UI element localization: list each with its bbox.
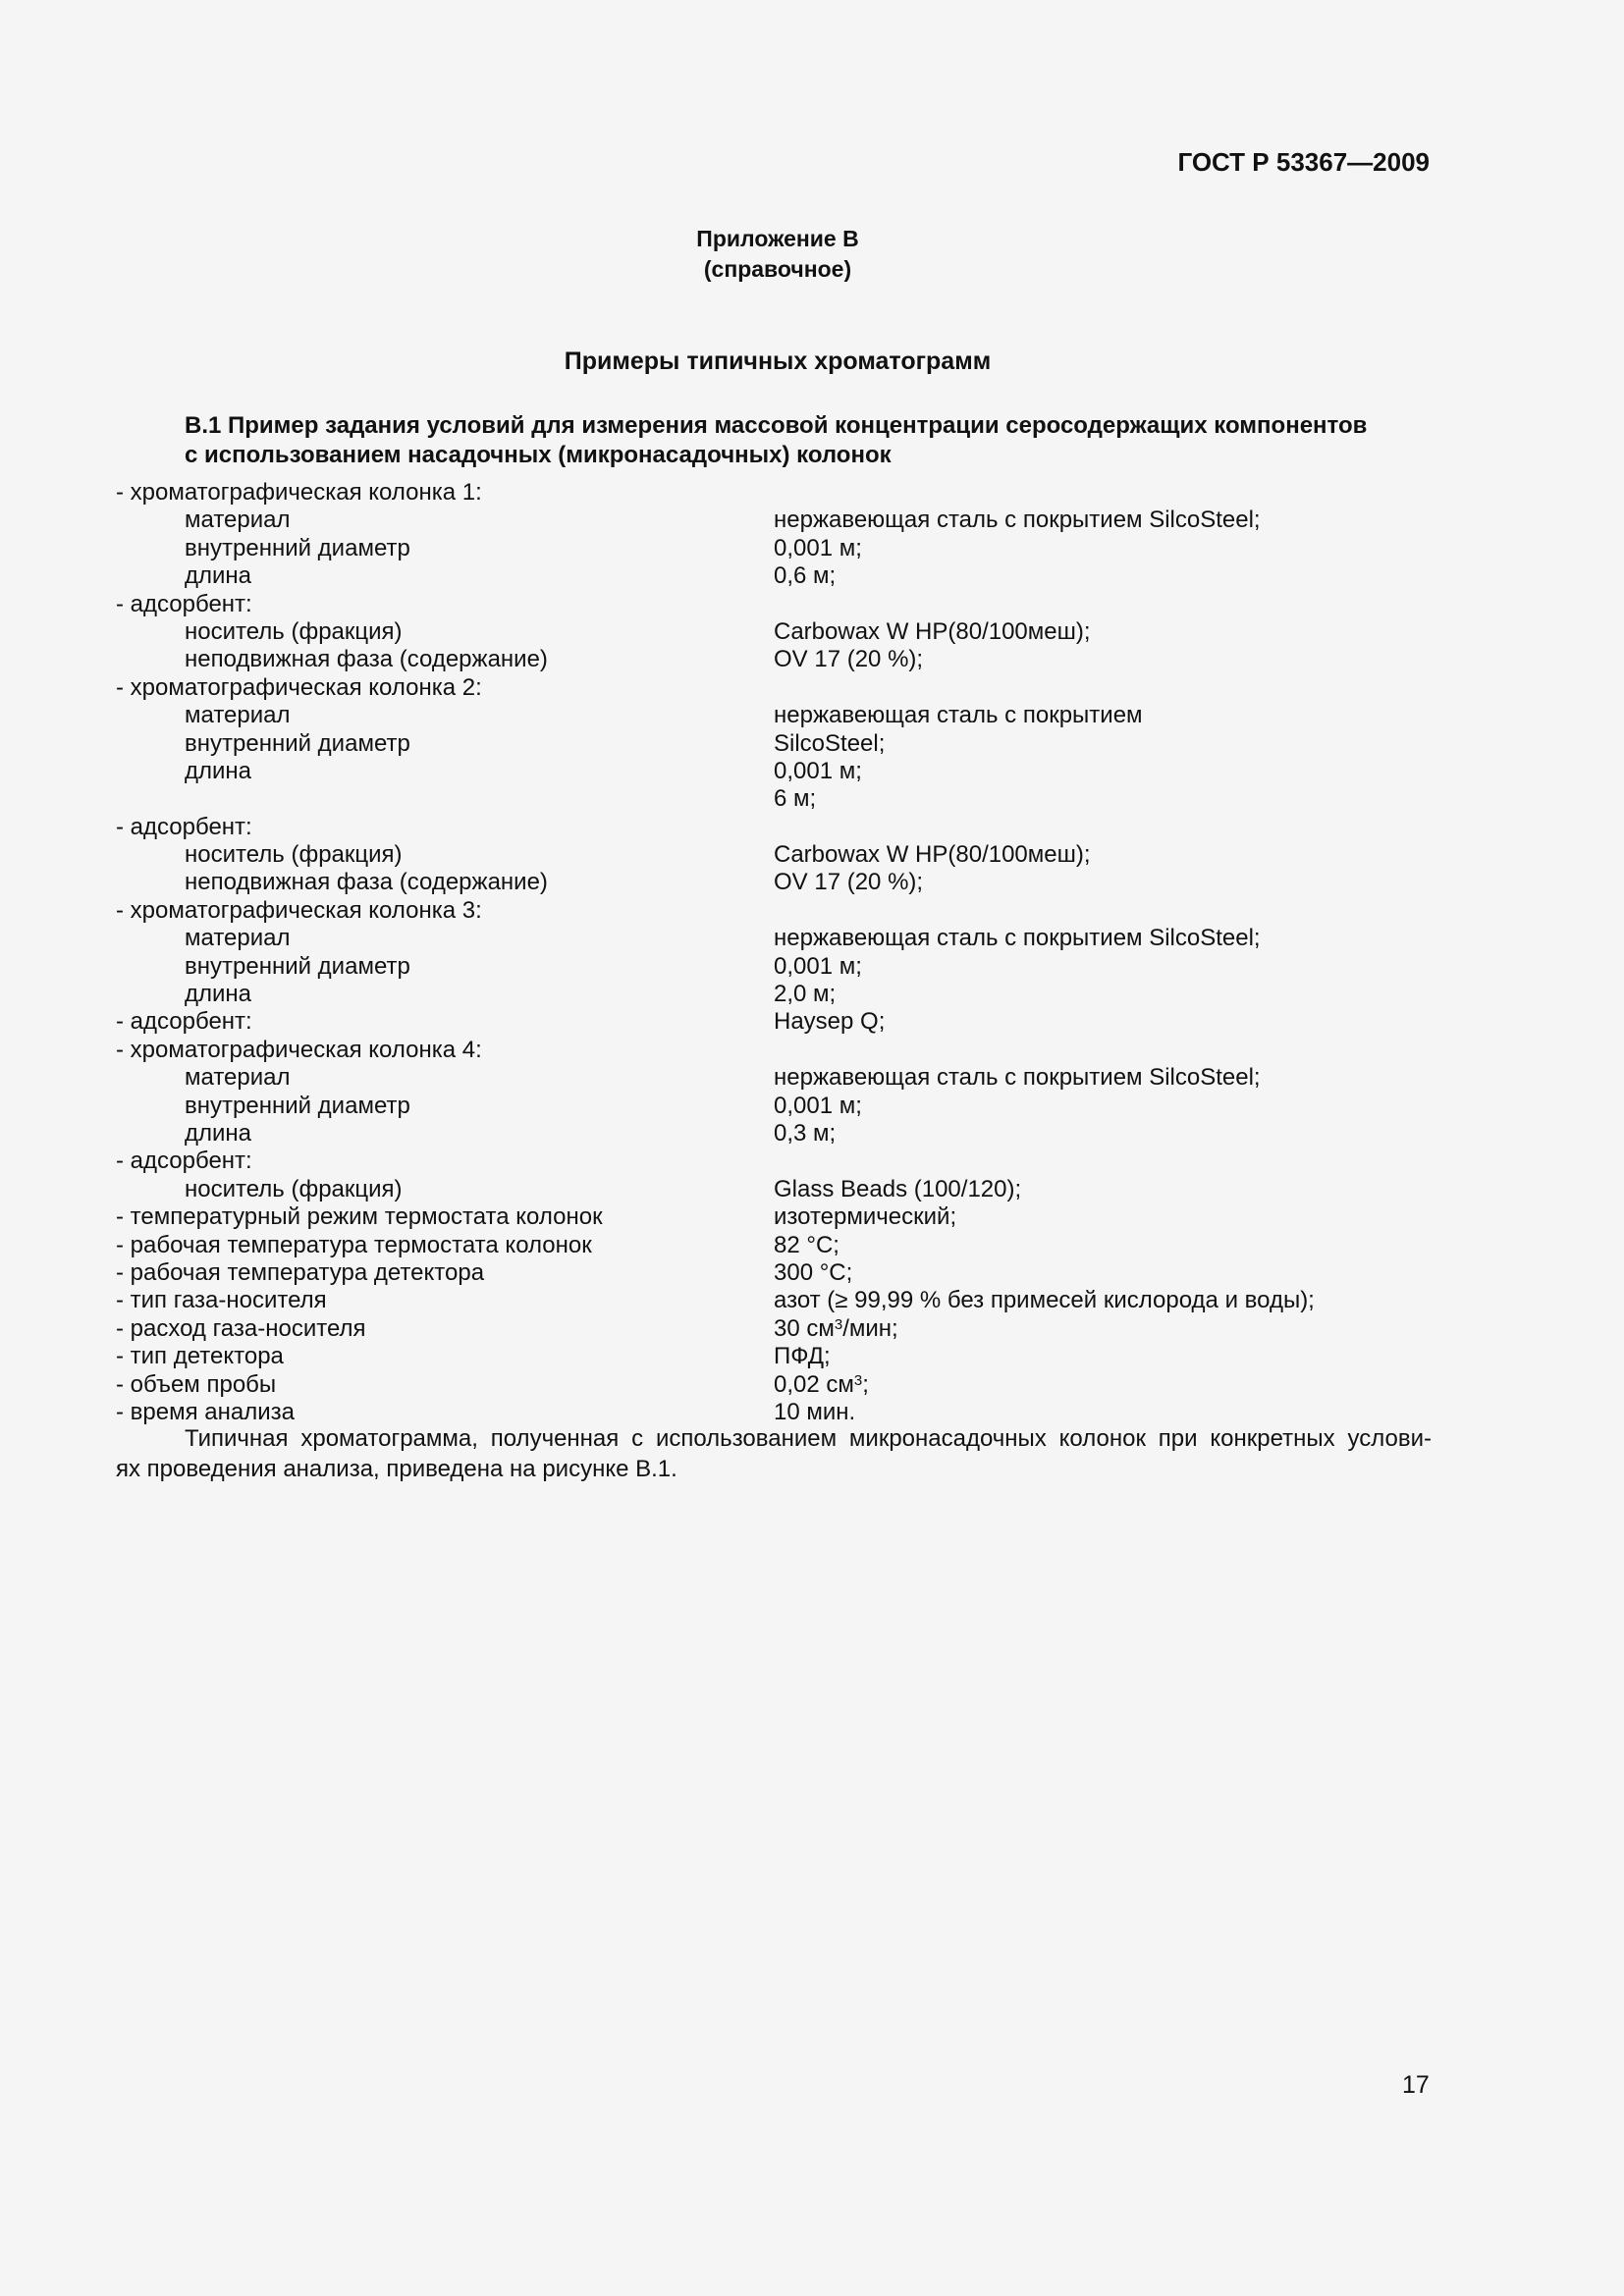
parameter-value-text: нержавеющая сталь с покрытием SilcoSteel; <box>774 507 1261 534</box>
section-heading-line1: В.1 Пример задания условий для измерения массовой концентрации серосодержащих компонентов <box>185 412 1368 439</box>
parameter-row <box>116 507 1432 534</box>
parameter-value-text: 0,6 м; <box>774 562 837 590</box>
parameter-value <box>774 1176 1021 1203</box>
parameter-label: длина <box>185 981 252 1008</box>
parameter-label: - хроматографическая колонка 3: <box>116 896 482 924</box>
parameter-value <box>774 535 862 562</box>
parameter-value-text: ПФД; <box>774 1343 831 1370</box>
parameter-value-text: 10 мин. <box>774 1398 856 1425</box>
parameter-row <box>116 1203 1432 1231</box>
parameter-row <box>116 1037 1432 1064</box>
parameter-label: - адсорбент: <box>116 813 252 840</box>
parameter-label: носитель (фракция) <box>185 1175 403 1202</box>
parameter-row <box>116 1064 1432 1092</box>
parameter-row <box>116 1176 1432 1203</box>
parameter-label: - адсорбент: <box>116 590 252 617</box>
parameter-row <box>116 841 1432 869</box>
parameter-row <box>116 1259 1432 1287</box>
parameter-label: носитель (фракция) <box>185 841 403 869</box>
parameter-value-text: 82 °С; <box>774 1231 839 1258</box>
parameter-label: - расход газа-носителя <box>116 1314 366 1342</box>
parameter-row <box>116 479 1432 507</box>
parameter-label: - время анализа <box>116 1398 295 1425</box>
parameter-row <box>116 646 1432 673</box>
unit-superscript: 3 <box>853 1371 863 1389</box>
parameter-label: - хроматографическая колонка 1: <box>116 479 482 506</box>
parameter-label: неподвижная фаза (содержание) <box>185 869 548 896</box>
parameter-value-text: 0,001 м; <box>774 1092 862 1119</box>
parameter-value-text: 2,0 м; <box>774 981 837 1008</box>
parameter-value <box>774 562 836 590</box>
parameter-row <box>116 1093 1432 1120</box>
parameter-row <box>116 618 1432 646</box>
parameter-row <box>116 730 1432 758</box>
parameter-label: - адсорбент: <box>116 1008 252 1036</box>
parameter-label: - рабочая температура детектора <box>116 1258 485 1286</box>
parameter-value-text: 0,001 м; <box>774 534 862 561</box>
parameter-value <box>774 785 816 813</box>
parameter-value <box>774 981 836 1008</box>
parameter-value <box>774 758 862 785</box>
parameter-value-text: Carbowax W HP(80/100меш); <box>774 617 1091 645</box>
parameter-label: - хроматографическая колонка 2: <box>116 673 482 701</box>
parameter-row <box>116 785 1432 813</box>
closing-line1: Типичная хроматограмма, полученная с использованием микронасадочных колонок при конкретных услови- <box>185 1425 1432 1452</box>
parameter-label: - температурный режим термостата колонок <box>116 1203 603 1231</box>
parameter-label: - тип газа-носителя <box>116 1287 327 1314</box>
parameter-value <box>774 1287 1315 1314</box>
parameter-row <box>116 1343 1432 1370</box>
appendix-subheading: (справочное) <box>703 256 852 282</box>
parameter-value-text: Haysep Q; <box>774 1008 886 1036</box>
parameter-value <box>774 507 1261 534</box>
parameter-value-suffix: ; <box>862 1370 869 1398</box>
page-title: Примеры типичных хроматограмм <box>564 347 992 375</box>
parameter-value-text: OV 17 (20 %); <box>774 869 924 896</box>
parameter-row <box>116 535 1432 562</box>
parameter-row <box>116 1120 1432 1148</box>
parameter-value-text: нержавеющая сталь с покрытием SilcoSteel; <box>774 925 1261 952</box>
parameter-value-text: SilcoSteel; <box>774 729 886 757</box>
closing-line2: ях проведения анализа, приведена на рисунке В.1. <box>116 1456 677 1482</box>
parameter-row <box>116 591 1432 618</box>
parameter-value <box>774 1371 869 1399</box>
parameter-value-text: азот (≥ 99,99 % без примесей кислорода и воды); <box>774 1287 1315 1314</box>
parameter-label: материал <box>185 507 291 534</box>
parameter-list <box>116 479 1432 1426</box>
closing-paragraph <box>116 1423 1432 1484</box>
parameter-row <box>116 1315 1432 1343</box>
parameter-value-text: 6 м; <box>774 785 817 813</box>
parameter-value <box>774 702 1143 729</box>
parameter-value <box>774 1232 839 1259</box>
parameter-label: носитель (фракция) <box>185 617 403 645</box>
parameter-value <box>774 953 862 981</box>
parameter-label: - объем пробы <box>116 1370 277 1398</box>
parameter-value <box>774 1008 885 1036</box>
parameter-label: внутренний диаметр <box>185 1092 410 1119</box>
parameter-row <box>116 562 1432 590</box>
parameter-value <box>774 869 923 896</box>
parameter-label: внутренний диаметр <box>185 952 410 980</box>
parameter-value-text: 30 см <box>774 1314 835 1342</box>
parameter-row <box>116 897 1432 925</box>
parameter-label: внутренний диаметр <box>185 729 410 757</box>
parameter-value-text: 0,001 м; <box>774 952 862 980</box>
parameter-row <box>116 925 1432 952</box>
unit-superscript: 3 <box>834 1315 843 1333</box>
parameter-row <box>116 1148 1432 1175</box>
parameter-value-text: 0,001 м; <box>774 757 862 784</box>
parameter-label: материал <box>185 925 291 952</box>
parameter-label: длина <box>185 562 252 590</box>
parameter-label: длина <box>185 757 252 784</box>
parameter-value-text: 0,3 м; <box>774 1119 837 1147</box>
parameter-row <box>116 953 1432 981</box>
parameter-value-text: изотермический; <box>774 1203 957 1231</box>
parameter-label: материал <box>185 702 291 729</box>
parameter-value <box>774 1093 862 1120</box>
parameter-value <box>774 1064 1261 1092</box>
parameter-row <box>116 869 1432 896</box>
parameter-label: материал <box>185 1064 291 1092</box>
parameter-label: - рабочая температура термостата колонок <box>116 1231 592 1258</box>
parameter-label: - хроматографическая колонка 4: <box>116 1036 482 1063</box>
parameter-value <box>774 1120 836 1148</box>
parameter-row <box>116 758 1432 785</box>
parameter-value-text: Carbowax W HP(80/100меш); <box>774 841 1091 869</box>
parameter-row <box>116 1287 1432 1314</box>
parameter-value <box>774 1203 956 1231</box>
parameter-row <box>116 981 1432 1008</box>
parameter-label: - тип детектора <box>116 1343 284 1370</box>
parameter-value-text: 0,02 см <box>774 1370 854 1398</box>
parameter-value <box>774 646 923 673</box>
parameter-value <box>774 730 885 758</box>
parameter-label: внутренний диаметр <box>185 534 410 561</box>
parameter-row <box>116 674 1432 702</box>
document-id: ГОСТ Р 53367—2009 <box>1177 147 1430 177</box>
parameter-label: - адсорбент: <box>116 1148 252 1175</box>
parameter-label: неподвижная фаза (содержание) <box>185 646 548 673</box>
parameter-row <box>116 814 1432 841</box>
parameter-value-text: нержавеющая сталь с покрытием SilcoSteel; <box>774 1064 1261 1092</box>
parameter-value <box>774 1343 831 1370</box>
appendix-heading: Приложение В <box>696 226 859 251</box>
parameter-label: длина <box>185 1119 252 1147</box>
parameter-value-text: 300 °С; <box>774 1258 853 1286</box>
page-number: 17 <box>1402 2071 1430 2099</box>
parameter-row <box>116 1371 1432 1399</box>
parameter-row <box>116 1232 1432 1259</box>
section-heading-line2: с использованием насадочных (микронасадочных) колонок <box>185 442 892 468</box>
parameter-row <box>116 1008 1432 1036</box>
parameter-value-text: нержавеющая сталь с покрытием <box>774 702 1143 729</box>
parameter-value <box>774 1259 852 1287</box>
parameter-value <box>774 841 1091 869</box>
parameter-value <box>774 618 1091 646</box>
parameter-value-text: OV 17 (20 %); <box>774 646 924 673</box>
parameter-value-suffix: /мин; <box>842 1314 898 1342</box>
parameter-value <box>774 1315 898 1343</box>
parameter-value-text: Glass Beads (100/120); <box>774 1175 1022 1202</box>
parameter-value <box>774 925 1261 952</box>
parameter-row <box>116 702 1432 729</box>
